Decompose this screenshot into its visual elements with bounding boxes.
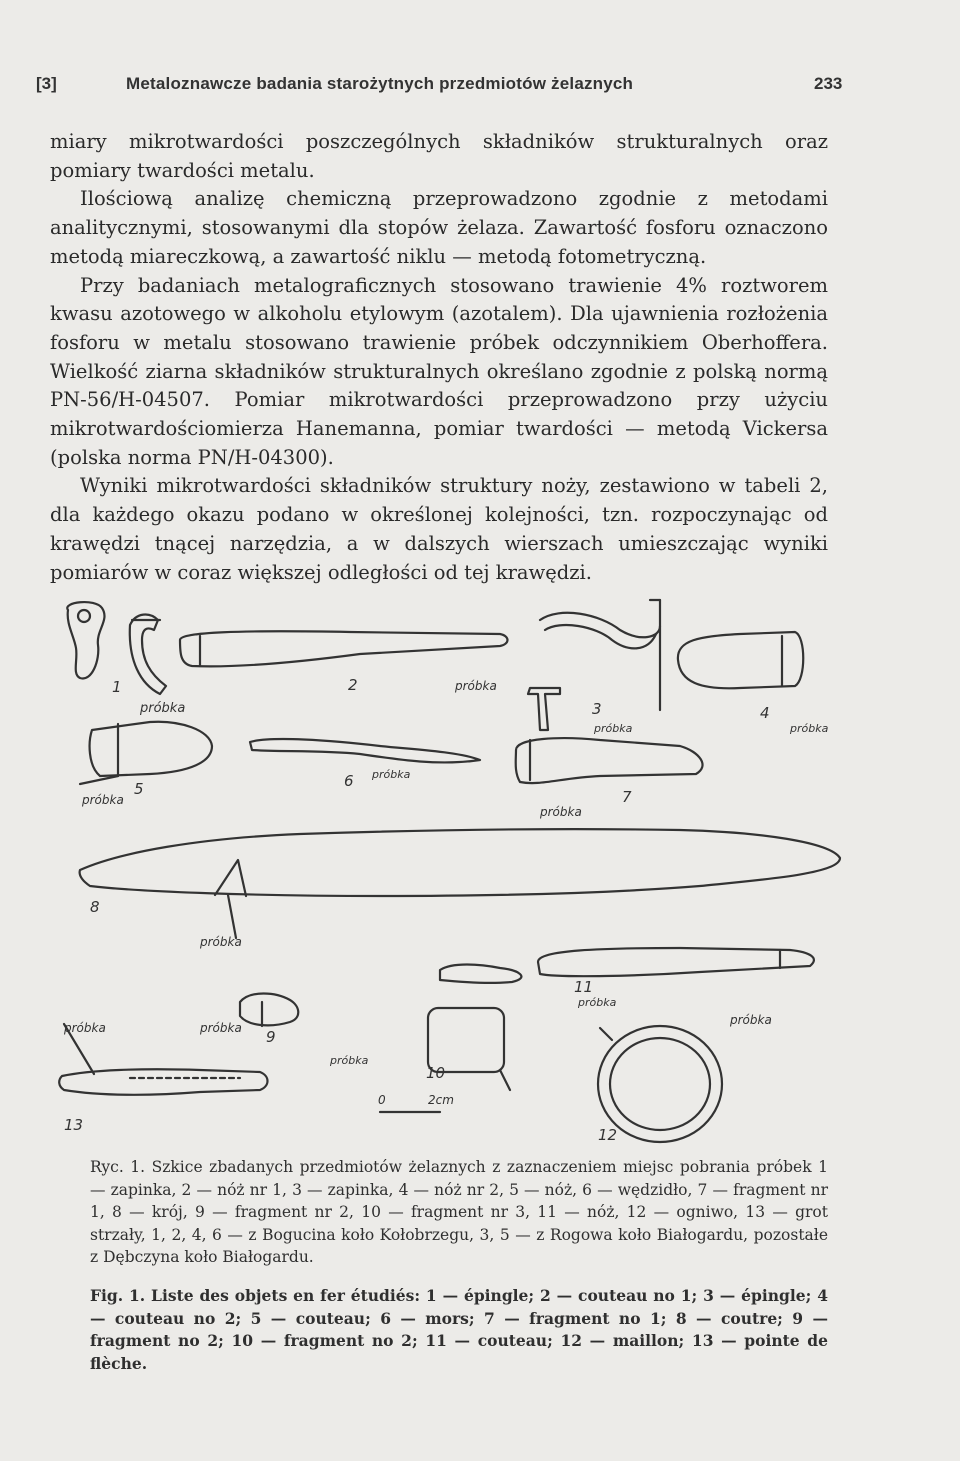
- body-text: [50, 128, 828, 587]
- label-10: 10: [426, 1064, 446, 1082]
- running-title: Metaloznawcze badania starożytnych przedmiotów żelaznych: [126, 74, 634, 93]
- label-sample: próbka: [730, 1013, 772, 1027]
- label-5: 5: [134, 780, 144, 798]
- label-7: 7: [622, 788, 632, 806]
- figure-sketches: [0, 590, 960, 1160]
- object-1-pin: [67, 602, 104, 678]
- label-8: 8: [90, 898, 100, 916]
- scale-zero: 0: [378, 1093, 386, 1107]
- figure-caption-polish: [48, 1156, 828, 1269]
- label-6: 6: [344, 772, 354, 790]
- caption-text: Ryc. 1. Szkice zbadanych przedmiotów żelaznych z zaznaczeniem miejsc pobrania próbek 1 — zapinka, 2 — nóż nr 1, 3 — zapinka, 4 — nóż nr 2, 5 — nóż, 6 — wędzidło, 7 — fragment nr 1, 8 — krój, 9 — fragment nr 2, 10 — fragment nr 3, 11 — nóż, 12 — ogniwo, 13 — grot strzały, 1, 2, 4, 6 — z Bogucina koło Kołobrzegu, 3, 5 — z Rogowa koło Białogardu, pozostałe z Dębczyna koło Białogardu.: [90, 1158, 828, 1266]
- label-2: 2: [348, 676, 358, 694]
- label-11: 11: [574, 978, 594, 996]
- section-number: [3]: [36, 74, 57, 93]
- label-12: 12: [598, 1126, 618, 1144]
- paragraph: Przy badaniach metalograficznych stosowano trawienie 4% roztworem kwasu azotowego w alkoholu etylowym (azotalem). Dla ujawnienia rozłożenia fosforu w metalu stosowano trawienie próbek odczynnikiem Oberhoffera. Wielkość ziarna składników strukturalnych określano zgodnie z polską normą PN-56/H-04507. Pomiar mikrotwardości przeprowadzono przy użyciu mikrotwardościomierza Hanemanna, pomiar twardości — metodą Vickersa (polska norma PN/H-04300).: [50, 273, 828, 469]
- label-4: 4: [760, 704, 770, 722]
- label-sample: próbka: [140, 701, 186, 716]
- label-sample: próbka: [82, 793, 124, 807]
- label-9: 9: [266, 1028, 276, 1046]
- scale-end: 2cm: [428, 1093, 454, 1107]
- label-sample: próbka: [330, 1054, 369, 1067]
- label-13: 13: [64, 1116, 84, 1134]
- label-3: 3: [592, 700, 602, 718]
- label-sample: próbka: [594, 722, 633, 735]
- caption-text: Fig. 1. Liste des objets en fer étudiés: 1 — épingle; 2 — couteau no 1; 3 — épingle; 4 — couteau no 2; 5 — couteau; 6 — mors; 7 — fragment no 1; 8 — coutre; 9 — fragment no 2; 10 — fragment no 2; 11 — couteau; 12 — maillon; 13 — pointe de flèche.: [90, 1286, 828, 1373]
- label-sample: próbka: [372, 768, 411, 781]
- paragraph: Ilościową analizę chemiczną przeprowadzono zgodnie z metodami analitycznymi, stosowanymi dla stopów żelaza. Zawartość fosforu oznaczono metodą miareczkową, a zawartość niklu — metodą fotometryczną.: [50, 187, 828, 268]
- sketch-drawing: [0, 590, 960, 1160]
- label-1: 1: [112, 678, 122, 696]
- label-sample: próbka: [200, 1021, 242, 1035]
- label-sample: próbka: [578, 996, 617, 1009]
- label-sample: próbka: [455, 679, 497, 693]
- label-sample: próbka: [540, 805, 582, 819]
- label-sample: próbka: [200, 935, 242, 949]
- label-sample: próbka: [64, 1021, 106, 1035]
- page-number: 233: [814, 74, 843, 93]
- label-sample: próbka: [790, 722, 829, 735]
- paragraph: miary mikrotwardości poszczególnych składników strukturalnych oraz pomiary twardości metalu.: [50, 130, 828, 182]
- figure-caption-french: [48, 1285, 828, 1375]
- paragraph: Wyniki mikrotwardości składników struktury noży, zestawiono w tabeli 2, dla każdego okazu podano w określonej kolejności, tzn. rozpoczynając od krawędzi tnącej narzędzia, a w dalszych wierszach umieszczając wyniki pomiarów w coraz większej odległości od tej krawędzi.: [50, 474, 828, 584]
